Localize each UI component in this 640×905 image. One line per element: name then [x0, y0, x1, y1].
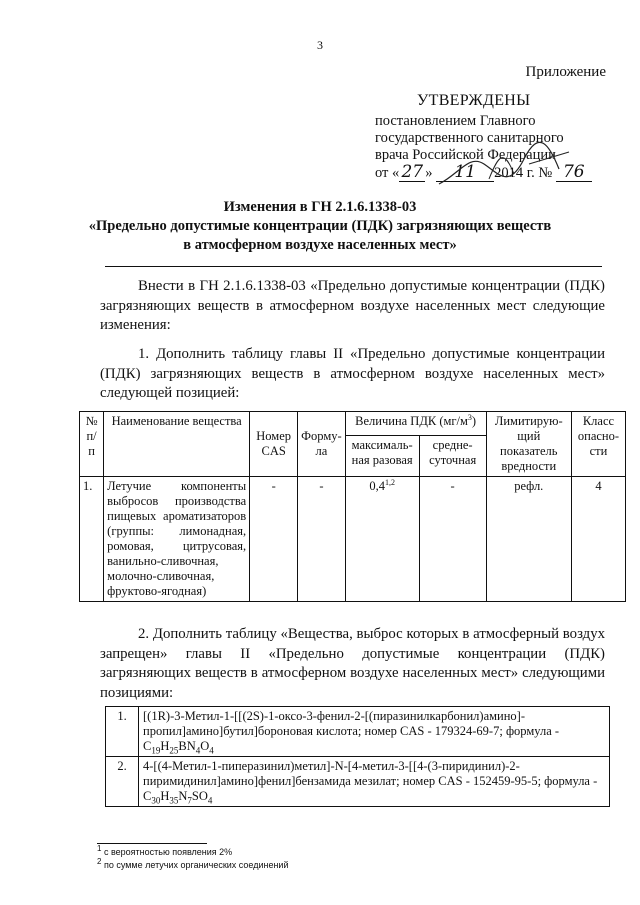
- item1-text: 1. Дополнить таблицу главы II «Предельно допустимые концентрации (ПДК) загрязняющих веществ в атмосферном воздухе населенных мест» следующей позицией:: [100, 346, 605, 401]
- table-row: [80, 477, 626, 602]
- approval-line: государственного санитарного: [375, 130, 564, 146]
- row-max-single: [345, 477, 419, 602]
- max-single-value: 0,4: [369, 479, 385, 493]
- approval-block: [375, 113, 592, 182]
- row-num: 2.: [106, 757, 139, 807]
- item1-paragraph: [100, 345, 605, 404]
- row-daily-avg: -: [419, 477, 486, 602]
- item2-text: 2. Дополнить таблицу «Вещества, выброс которых в атмосферный воздух запрещен» главы II «Предельно допустимые концентрации (ПДК) загрязняющих веществ в атмосферном воздухе населенных мест» следующими позициями:: [100, 626, 605, 701]
- row-text: [139, 757, 610, 807]
- substance-formula: $C_{19}H_{25}BN_4O_4$: [143, 739, 214, 756]
- substance-formula: $C_{30}H_{35}N_7SO_4$: [143, 789, 213, 806]
- table-row: [106, 707, 610, 757]
- row-num: 1.: [106, 707, 139, 757]
- row-limiting: рефл.: [486, 477, 571, 602]
- date-day-close: »: [425, 165, 433, 181]
- max-single-footnote-ref: 1,2: [384, 477, 395, 487]
- footnote-text: по сумме летучих органических соединений: [103, 860, 289, 870]
- approved-heading: УТВЕРЖДЕНЫ: [417, 92, 531, 109]
- intro-text: Внести в ГН 2.1.6.1338-03 «Предельно допустимые концентрации (ПДК) загрязняющих веществ в атмосферном воздухе населенных мест следующие изменения:: [100, 278, 605, 333]
- header-limiting: Лимитирую- щий показатель вредности: [486, 412, 571, 477]
- document-title: [60, 198, 580, 255]
- item2-paragraph: [100, 625, 605, 703]
- approval-date-line: [375, 164, 592, 182]
- footnote-mark: 2: [97, 857, 102, 866]
- header-hazard-class: Класс опасно- сти: [571, 412, 625, 477]
- title-line: Изменения в ГН 2.1.6.1338-03: [223, 199, 417, 215]
- title-divider: [105, 266, 602, 267]
- footnote: [97, 859, 288, 872]
- appendix-label: Приложение: [525, 64, 606, 80]
- header-name: Наименование вещества: [104, 412, 250, 477]
- date-month: 11: [436, 164, 494, 182]
- header-pdk-group: [345, 412, 486, 436]
- row-name: Летучие компоненты выбросов производства пищевых ароматизаторов (группы: лимонадная, ромовая, цитрусовая, ванильно-сливочная, молочно-сливочная, фруктово-ягодная): [104, 477, 250, 602]
- header-max-single: максималь- ная разовая: [345, 435, 419, 476]
- row-text: [139, 707, 610, 757]
- order-number: 76: [556, 164, 592, 182]
- title-line: в атмосферном воздухе населенных мест»: [183, 237, 457, 253]
- approval-line: постановлением Главного: [375, 113, 536, 129]
- header-num: № п/ п: [80, 412, 104, 477]
- header-cas: Номер CAS: [250, 412, 298, 477]
- header-daily-avg: средне- суточная: [419, 435, 486, 476]
- approval-line: врача Российской Федерации: [375, 147, 556, 163]
- pdk-group-close: ): [471, 414, 477, 428]
- title-line: «Предельно допустимые концентрации (ПДК) загрязняющих веществ: [88, 218, 552, 234]
- row-num: 1.: [80, 477, 104, 602]
- row-hazard-class: 4: [571, 477, 625, 602]
- footnote: [97, 846, 288, 859]
- intro-paragraph: [100, 277, 605, 336]
- date-day: 27: [399, 164, 425, 182]
- footnote-mark: 1: [97, 844, 102, 853]
- date-year: 2014 г. №: [494, 165, 553, 181]
- page-number: 3: [317, 38, 323, 52]
- header-formula: Форму- ла: [298, 412, 346, 477]
- substance-description: [(1R)-3-Метил-1-[[(2S)-1-оксо-3-фенил-2-[(пиразинилкарбонил)амино]-пропил]амино]бутил]бороновая кислота; номер CAS - 179324-69-7; формула -: [143, 709, 560, 738]
- pdk-group-label: Величина ПДК (мг/м: [355, 414, 468, 428]
- pdk-unit-sup: 3: [467, 412, 472, 422]
- row-formula: -: [298, 477, 346, 602]
- table-row: [106, 757, 610, 807]
- footnote-text: с вероятностью появления 2%: [103, 847, 233, 857]
- date-prefix: от «: [375, 165, 400, 181]
- substance-description: 4-[(4-Метил-1-пиперазинил)метил]-N-[4-метил-3-[[4-(3-пиридинил)-2-пиримидинил]амино]фенил]бензамида мезилат; номер CAS - 152459-95-5; формула -: [143, 759, 598, 788]
- pdk-table: [79, 411, 626, 602]
- banned-substances-table: [105, 706, 610, 807]
- row-cas: -: [250, 477, 298, 602]
- footnote-divider: [97, 843, 207, 844]
- footnotes: [97, 846, 288, 872]
- table-header-row: [80, 412, 626, 436]
